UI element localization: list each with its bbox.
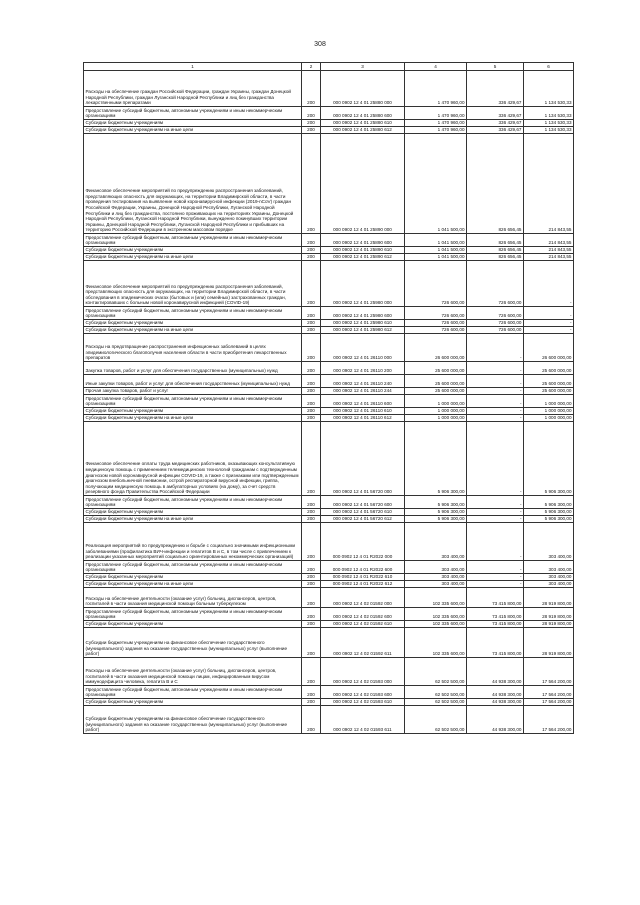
row-rest: 5 906 300,00 bbox=[524, 516, 574, 523]
row-rest: 1 134 530,33 bbox=[524, 107, 574, 120]
row-rest: 1 000 000,00 bbox=[524, 415, 574, 422]
row-kbk: 000 0902 12 4 01 26110 200 bbox=[321, 362, 405, 375]
row-plan: 1 041 500,00 bbox=[405, 134, 467, 234]
table-row bbox=[84, 120, 574, 127]
row-name: Субсидии бюджетным учреждениям bbox=[84, 320, 302, 327]
row-code: 200 bbox=[302, 574, 321, 581]
row-name: Субсидии бюджетным учреждениям на иные цели bbox=[84, 127, 302, 134]
row-code: 200 bbox=[302, 107, 321, 120]
table-row bbox=[84, 408, 574, 415]
row-plan: 1 000 000,00 bbox=[405, 395, 467, 408]
row-code: 200 bbox=[302, 327, 321, 334]
row-code: 200 bbox=[302, 234, 321, 247]
row-rest: 214 843,55 bbox=[524, 134, 574, 234]
row-code: 200 bbox=[302, 307, 321, 320]
row-kbk: 000 0902 12 4 02 01593 600 bbox=[321, 686, 405, 699]
table-row bbox=[84, 254, 574, 261]
row-name: Субсидии бюджетным учреждениям bbox=[84, 574, 302, 581]
row-exec: - bbox=[467, 334, 524, 362]
table-body bbox=[84, 71, 574, 734]
row-rest: 1 134 530,33 bbox=[524, 120, 574, 127]
row-plan: 62 502 500,00 bbox=[405, 706, 467, 734]
row-rest: 303 400,00 bbox=[524, 574, 574, 581]
row-name: Субсидии бюджетным учреждениям на иные цели bbox=[84, 415, 302, 422]
row-exec: 336 429,67 bbox=[467, 127, 524, 134]
row-code: 200 bbox=[302, 120, 321, 127]
row-name: Предоставление субсидий бюджетным, автономным учреждениям и иным некоммерческим организациям bbox=[84, 496, 302, 509]
row-name: Финансовое обеспечение оплаты труда медицинских работников, оказывающих консультативную медицинскую помощь с применением телемедицинских технологий гражданам с подтвержденным диагнозом новой коронавирусной инфекции COVID-19, а также с признаками или подтвержденным диагнозом внебольничной пневмонии, острой респираторной вирусной инфекции, гриппа, получающим медицинскую помощь в амбулаторных условиях (на дому), за счет средств резервного фонда Правительства Российской Федерации bbox=[84, 422, 302, 496]
row-rest: 17 564 200,00 bbox=[524, 699, 574, 706]
row-rest: 28 919 800,00 bbox=[524, 621, 574, 628]
row-name: Субсидии бюджетным учреждениям bbox=[84, 621, 302, 628]
row-rest: - bbox=[524, 320, 574, 327]
row-name: Расходы на обеспечение деятельности (оказание услуг) больниц, диспансеров, центров, госпиталей в части оказания медицинской помощи лицам, инфицированным вирусом иммунодефицита человека, гепатита B и C bbox=[84, 658, 302, 686]
row-code: 200 bbox=[302, 422, 321, 496]
row-exec: 826 656,45 bbox=[467, 247, 524, 254]
row-name: Субсидии бюджетным учреждениям на иные цели bbox=[84, 581, 302, 588]
row-name: Предоставление субсидий бюджетным, автономным учреждениям и иным некоммерческим организациям bbox=[84, 395, 302, 408]
row-code: 200 bbox=[302, 408, 321, 415]
row-code: 200 bbox=[302, 247, 321, 254]
row-plan: 5 906 300,00 bbox=[405, 496, 467, 509]
table-row bbox=[84, 375, 574, 388]
row-rest: 1 134 530,33 bbox=[524, 71, 574, 107]
row-code: 200 bbox=[302, 686, 321, 699]
row-code: 200 bbox=[302, 334, 321, 362]
table-row bbox=[84, 415, 574, 422]
table-row bbox=[84, 706, 574, 734]
row-kbk: 000 0902 12 4 02 01592 610 bbox=[321, 621, 405, 628]
row-name: Субсидии бюджетным учреждениям на финансовое обеспечение государственного (муниципального) задания на оказание государственных (муниципальных) услуг (выполнение работ) bbox=[84, 706, 302, 734]
row-exec: 826 656,45 bbox=[467, 134, 524, 234]
row-code: 200 bbox=[302, 608, 321, 621]
table-row bbox=[84, 234, 574, 247]
row-exec: - bbox=[467, 362, 524, 375]
table-row bbox=[84, 581, 574, 588]
row-name: Субсидии бюджетным учреждениям bbox=[84, 247, 302, 254]
table-row bbox=[84, 509, 574, 516]
row-plan: 1 470 960,00 bbox=[405, 107, 467, 120]
row-plan: 303 400,00 bbox=[405, 561, 467, 574]
row-kbk: 000 0902 12 4 01 25880 000 bbox=[321, 71, 405, 107]
row-plan: 102 335 600,00 bbox=[405, 588, 467, 608]
row-exec: - bbox=[467, 581, 524, 588]
row-plan: 726 600,00 bbox=[405, 327, 467, 334]
table-row bbox=[84, 516, 574, 523]
row-code: 200 bbox=[302, 509, 321, 516]
table-row bbox=[84, 388, 574, 395]
table-row bbox=[84, 686, 574, 699]
row-code: 200 bbox=[302, 581, 321, 588]
row-plan: 26 600 000,00 bbox=[405, 334, 467, 362]
row-rest: 303 400,00 bbox=[524, 581, 574, 588]
row-code: 200 bbox=[302, 127, 321, 134]
row-name: Субсидии бюджетным учреждениям bbox=[84, 509, 302, 516]
row-exec: - bbox=[467, 375, 524, 388]
row-rest: - bbox=[524, 327, 574, 334]
row-exec: 44 938 300,00 bbox=[467, 699, 524, 706]
row-code: 200 bbox=[302, 388, 321, 395]
row-name: Субсидии бюджетным учреждениям на иные цели bbox=[84, 516, 302, 523]
row-exec: - bbox=[467, 509, 524, 516]
row-rest: 25 600 000,00 bbox=[524, 375, 574, 388]
row-kbk: 000 0902 12 4 01 25980 600 bbox=[321, 307, 405, 320]
row-code: 200 bbox=[302, 588, 321, 608]
table-row bbox=[84, 561, 574, 574]
row-name: Расходы на обеспечение граждан Российской Федерации, граждан Украины, граждан Донецкой Народной Республики, граждан Луганской Народной Республики и лиц без гражданства лекарственными препаратами bbox=[84, 71, 302, 107]
table-row bbox=[84, 307, 574, 320]
header-row bbox=[84, 63, 574, 71]
table-row bbox=[84, 658, 574, 686]
row-plan: 25 600 000,00 bbox=[405, 388, 467, 395]
row-rest: - bbox=[524, 261, 574, 307]
table-row bbox=[84, 247, 574, 254]
row-kbk: 000 0902 12 4 01 R2022 610 bbox=[321, 574, 405, 581]
row-code: 200 bbox=[302, 621, 321, 628]
row-plan: 1 000 000,00 bbox=[405, 415, 467, 422]
row-exec: 73 415 800,00 bbox=[467, 588, 524, 608]
row-exec: 826 656,45 bbox=[467, 254, 524, 261]
row-plan: 726 600,00 bbox=[405, 261, 467, 307]
row-code: 200 bbox=[302, 658, 321, 686]
row-code: 200 bbox=[302, 699, 321, 706]
row-code: 200 bbox=[302, 134, 321, 234]
row-name: Предоставление субсидий бюджетным, автономным учреждениям и иным некоммерческим организациям bbox=[84, 234, 302, 247]
row-name: Предоставление субсидий бюджетным, автономным учреждениям и иным некоммерческим организациям bbox=[84, 307, 302, 320]
row-code: 200 bbox=[302, 496, 321, 509]
table-row bbox=[84, 362, 574, 375]
row-plan: 1 041 500,00 bbox=[405, 254, 467, 261]
row-rest: 25 600 000,00 bbox=[524, 388, 574, 395]
table-row bbox=[84, 699, 574, 706]
row-kbk: 000 0902 12 4 01 25890 000 bbox=[321, 134, 405, 234]
row-code: 200 bbox=[302, 706, 321, 734]
row-kbk: 000 0902 12 4 01 R2022 000 bbox=[321, 523, 405, 561]
row-rest: 214 843,55 bbox=[524, 254, 574, 261]
table-row bbox=[84, 395, 574, 408]
row-rest: 28 919 800,00 bbox=[524, 628, 574, 658]
header-col-6: 6 bbox=[524, 63, 574, 71]
row-kbk: 000 0902 12 4 01 R2022 612 bbox=[321, 581, 405, 588]
row-name: Закупка товаров, работ и услуг для обеспечения государственных (муниципальных) нужд bbox=[84, 362, 302, 375]
row-kbk: 000 0902 12 4 01 26110 000 bbox=[321, 334, 405, 362]
row-kbk: 000 0902 12 4 01 56720 600 bbox=[321, 496, 405, 509]
table-row bbox=[84, 327, 574, 334]
row-kbk: 000 0902 12 4 01 25980 000 bbox=[321, 261, 405, 307]
row-name: Предоставление субсидий бюджетным, автономным учреждениям и иным некоммерческим организациям bbox=[84, 561, 302, 574]
row-exec: - bbox=[467, 523, 524, 561]
row-kbk: 000 0902 12 4 01 R2022 600 bbox=[321, 561, 405, 574]
row-exec: 726 600,00 bbox=[467, 261, 524, 307]
row-rest: 1 134 530,33 bbox=[524, 127, 574, 134]
budget-table bbox=[83, 62, 574, 734]
row-exec: - bbox=[467, 408, 524, 415]
row-kbk: 000 0902 12 4 02 01592 600 bbox=[321, 608, 405, 621]
row-kbk: 000 0902 12 4 01 26110 244 bbox=[321, 388, 405, 395]
row-kbk: 000 0902 12 4 02 01593 610 bbox=[321, 699, 405, 706]
row-rest: 17 564 200,00 bbox=[524, 706, 574, 734]
row-name: Субсидии бюджетным учреждениям на иные цели bbox=[84, 327, 302, 334]
row-exec: 73 415 800,00 bbox=[467, 608, 524, 621]
row-code: 200 bbox=[302, 415, 321, 422]
table-row bbox=[84, 334, 574, 362]
row-kbk: 000 0902 12 4 01 26110 240 bbox=[321, 375, 405, 388]
table-row bbox=[84, 107, 574, 120]
row-rest: 1 000 000,00 bbox=[524, 395, 574, 408]
row-name: Субсидии бюджетным учреждениям на иные цели bbox=[84, 254, 302, 261]
row-exec: 726 600,00 bbox=[467, 320, 524, 327]
row-code: 200 bbox=[302, 320, 321, 327]
row-exec: - bbox=[467, 496, 524, 509]
row-kbk: 000 0902 12 4 01 25890 600 bbox=[321, 234, 405, 247]
row-kbk: 000 0902 12 4 01 56720 610 bbox=[321, 509, 405, 516]
table-row bbox=[84, 71, 574, 107]
row-kbk: 000 0902 12 4 01 25880 612 bbox=[321, 127, 405, 134]
row-exec: - bbox=[467, 516, 524, 523]
row-name: Предоставление субсидий бюджетным, автономным учреждениям и иным некоммерческим организациям bbox=[84, 107, 302, 120]
row-exec: - bbox=[467, 415, 524, 422]
row-kbk: 000 0902 12 4 01 26110 600 bbox=[321, 395, 405, 408]
row-plan: 726 600,00 bbox=[405, 320, 467, 327]
row-plan: 303 400,00 bbox=[405, 581, 467, 588]
row-exec: - bbox=[467, 574, 524, 581]
row-exec: - bbox=[467, 422, 524, 496]
row-exec: - bbox=[467, 388, 524, 395]
row-exec: 336 429,67 bbox=[467, 107, 524, 120]
header-col-1: 1 bbox=[84, 63, 302, 71]
header-col-4: 4 bbox=[405, 63, 467, 71]
row-rest: 214 843,55 bbox=[524, 234, 574, 247]
row-plan: 5 906 300,00 bbox=[405, 509, 467, 516]
row-rest: 214 843,55 bbox=[524, 247, 574, 254]
table-row bbox=[84, 127, 574, 134]
row-code: 200 bbox=[302, 561, 321, 574]
header-col-5: 5 bbox=[467, 63, 524, 71]
row-rest: 26 600 000,00 bbox=[524, 334, 574, 362]
row-plan: 102 335 600,00 bbox=[405, 628, 467, 658]
row-code: 200 bbox=[302, 362, 321, 375]
row-exec: 336 429,67 bbox=[467, 71, 524, 107]
row-exec: 73 415 800,00 bbox=[467, 628, 524, 658]
table-row bbox=[84, 621, 574, 628]
row-rest: 1 000 000,00 bbox=[524, 408, 574, 415]
row-plan: 25 600 000,00 bbox=[405, 362, 467, 375]
row-name: Расходы на предотвращение распространения инфекционных заболеваний в целях эпидемиологического благополучия населения области в части приобретения лекарственных препаратов bbox=[84, 334, 302, 362]
row-plan: 102 335 600,00 bbox=[405, 608, 467, 621]
table-row bbox=[84, 261, 574, 307]
row-plan: 1 041 500,00 bbox=[405, 234, 467, 247]
row-name: Предоставление субсидий бюджетным, автономным учреждениям и иным некоммерческим организациям bbox=[84, 686, 302, 699]
table-row bbox=[84, 422, 574, 496]
row-exec: 44 938 300,00 bbox=[467, 658, 524, 686]
row-name: Субсидии бюджетным учреждениям bbox=[84, 120, 302, 127]
row-code: 200 bbox=[302, 261, 321, 307]
table-row bbox=[84, 574, 574, 581]
row-kbk: 000 0902 12 4 01 25890 612 bbox=[321, 254, 405, 261]
row-rest: 5 906 300,00 bbox=[524, 422, 574, 496]
row-plan: 1 470 960,00 bbox=[405, 127, 467, 134]
row-exec: - bbox=[467, 395, 524, 408]
row-plan: 303 400,00 bbox=[405, 523, 467, 561]
row-rest: 5 906 300,00 bbox=[524, 509, 574, 516]
row-exec: 73 415 800,00 bbox=[467, 621, 524, 628]
row-exec: 726 600,00 bbox=[467, 327, 524, 334]
row-name: Субсидии бюджетным учреждениям bbox=[84, 699, 302, 706]
table-row bbox=[84, 134, 574, 234]
header-col-3: 3 bbox=[321, 63, 405, 71]
row-code: 200 bbox=[302, 254, 321, 261]
row-kbk: 000 0902 12 4 01 25980 610 bbox=[321, 320, 405, 327]
row-exec: 44 938 300,00 bbox=[467, 686, 524, 699]
row-name: Финансовое обеспечение мероприятий по предупреждению распространения заболеваний, представляющих опасность для окружающих, на территории Владимирской области, в части проведения тестирования на выявление новой коронавирусной инфекции (2019-nCoV) граждан Российской Федерации, Украины, Донецкой Народной Республики, Луганской Народной Республики и лиц без гражданства, постоянно проживающих на территориях Украины, Донецкой Народной Республики, Луганской Народной Республики, вынужденно покинувших территории Украины, Донецкой Народной Республики, Луганской Народной Республики и прибывших на территорию Российской Федерации в экстренном массовом порядке bbox=[84, 134, 302, 234]
header-col-2: 2 bbox=[302, 63, 321, 71]
row-kbk: 000 0902 12 4 01 26110 610 bbox=[321, 408, 405, 415]
row-plan: 1 041 500,00 bbox=[405, 247, 467, 254]
row-kbk: 000 0902 12 4 01 25980 612 bbox=[321, 327, 405, 334]
row-code: 200 bbox=[302, 523, 321, 561]
row-name: Прочая закупка товаров, работ и услуг bbox=[84, 388, 302, 395]
row-rest: 5 906 300,00 bbox=[524, 496, 574, 509]
row-plan: 62 502 500,00 bbox=[405, 686, 467, 699]
row-kbk: 000 0902 12 4 01 25890 610 bbox=[321, 247, 405, 254]
row-rest: 28 919 800,00 bbox=[524, 588, 574, 608]
row-rest: - bbox=[524, 307, 574, 320]
row-name: Финансовое обеспечение мероприятий по предупреждению распространения заболеваний, представляющих опасность для окружающих, на территории Владимирской области, в части обследования в эпидемических очагах (бытовых и (или) семейных) застрахованных граждан, контактировавших с больным новой коронавирусной инфекцией (COVID-19) bbox=[84, 261, 302, 307]
row-plan: 303 400,00 bbox=[405, 574, 467, 581]
row-plan: 102 335 600,00 bbox=[405, 621, 467, 628]
table-row bbox=[84, 608, 574, 621]
row-name: Иные закупки товаров, работ и услуг для обеспечения государственных (муниципальных) нужд bbox=[84, 375, 302, 388]
row-exec: 336 429,67 bbox=[467, 120, 524, 127]
row-kbk: 000 0902 12 4 02 01593 611 bbox=[321, 706, 405, 734]
table-row bbox=[84, 628, 574, 658]
row-plan: 726 600,00 bbox=[405, 307, 467, 320]
row-exec: 726 600,00 bbox=[467, 307, 524, 320]
row-name: Предоставление субсидий бюджетным, автономным учреждениям и иным некоммерческим организациям bbox=[84, 608, 302, 621]
row-name: Субсидии бюджетным учреждениям на финансовое обеспечение государственного (муниципального) задания на оказание государственных (муниципальных) услуг (выполнение работ) bbox=[84, 628, 302, 658]
table-row bbox=[84, 588, 574, 608]
page-number: 308 bbox=[314, 41, 326, 48]
table-row bbox=[84, 523, 574, 561]
row-plan: 62 502 500,00 bbox=[405, 658, 467, 686]
row-plan: 62 502 500,00 bbox=[405, 699, 467, 706]
row-kbk: 000 0902 12 4 01 26110 612 bbox=[321, 415, 405, 422]
row-kbk: 000 0902 12 4 01 25880 610 bbox=[321, 120, 405, 127]
row-code: 200 bbox=[302, 628, 321, 658]
row-exec: 44 938 300,00 bbox=[467, 706, 524, 734]
row-kbk: 000 0902 12 4 02 01592 611 bbox=[321, 628, 405, 658]
row-rest: 303 400,00 bbox=[524, 561, 574, 574]
row-rest: 28 919 800,00 bbox=[524, 608, 574, 621]
row-code: 200 bbox=[302, 375, 321, 388]
row-plan: 25 600 000,00 bbox=[405, 375, 467, 388]
row-plan: 1 000 000,00 bbox=[405, 408, 467, 415]
row-kbk: 000 0902 12 4 02 01593 000 bbox=[321, 658, 405, 686]
row-exec: - bbox=[467, 561, 524, 574]
row-kbk: 000 0902 12 4 01 56720 612 bbox=[321, 516, 405, 523]
row-kbk: 000 0902 12 4 01 56720 000 bbox=[321, 422, 405, 496]
row-rest: 17 564 200,00 bbox=[524, 658, 574, 686]
row-rest: 303 400,00 bbox=[524, 523, 574, 561]
row-name: Расходы на обеспечение деятельности (оказание услуг) больниц, диспансеров, центров, госпиталей в части оказания медицинской помощи больным туберкулезом bbox=[84, 588, 302, 608]
row-plan: 1 470 960,00 bbox=[405, 71, 467, 107]
table-row bbox=[84, 496, 574, 509]
row-rest: 17 564 200,00 bbox=[524, 686, 574, 699]
row-exec: 826 656,45 bbox=[467, 234, 524, 247]
row-code: 200 bbox=[302, 395, 321, 408]
row-code: 200 bbox=[302, 516, 321, 523]
row-name: Реализация мероприятий по предупреждению и борьбе с социально значимыми инфекционными заболеваниями (профилактика ВИЧ-инфекции и гепатитов B и C, в том числе с привлечением к реализации указанных мероприятий социально ориентированных некоммерческих организаций) bbox=[84, 523, 302, 561]
row-plan: 5 906 300,00 bbox=[405, 422, 467, 496]
row-name: Субсидии бюджетным учреждениям bbox=[84, 408, 302, 415]
row-kbk: 000 0902 12 4 02 01592 000 bbox=[321, 588, 405, 608]
row-plan: 5 906 300,00 bbox=[405, 516, 467, 523]
row-rest: 25 600 000,00 bbox=[524, 362, 574, 375]
row-plan: 1 470 960,00 bbox=[405, 120, 467, 127]
table-row bbox=[84, 320, 574, 327]
row-kbk: 000 0902 12 4 01 25880 600 bbox=[321, 107, 405, 120]
row-code: 200 bbox=[302, 71, 321, 107]
